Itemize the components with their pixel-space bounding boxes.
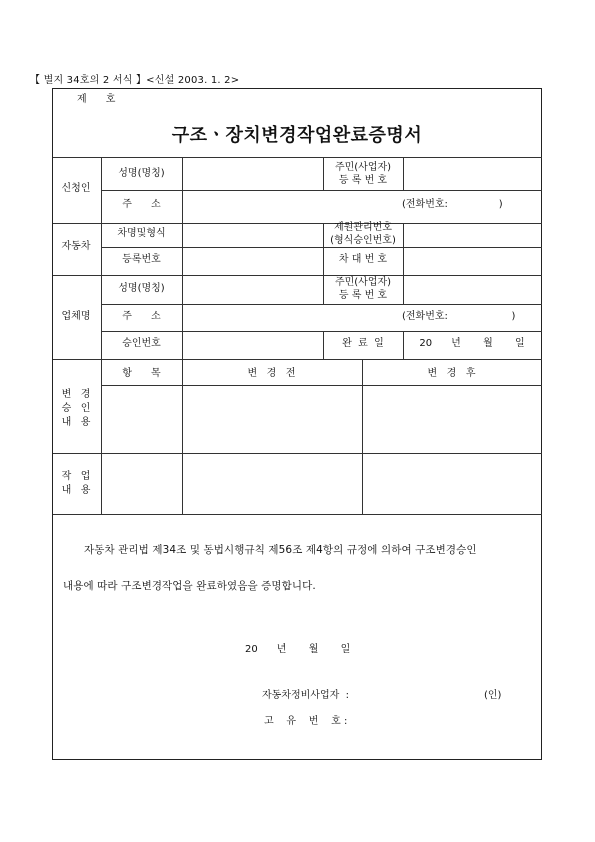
rule bbox=[403, 157, 404, 190]
vehicle-spec-label-2: (형식승인번호) bbox=[330, 235, 396, 246]
rule bbox=[403, 223, 404, 275]
unique-number-label: 고 유 번 호 : bbox=[264, 716, 348, 727]
shop-approval-label: 승인번호 bbox=[122, 338, 161, 349]
form-header: 【 별지 34호의 2 서식 】<신설 2003. 1. 2> bbox=[30, 75, 240, 86]
rule-shop-bottom bbox=[53, 359, 542, 360]
change-group-label-2: 승 인 bbox=[61, 403, 91, 414]
operator-label: 자동차정비사업자 : bbox=[262, 690, 350, 701]
sign-date: 20 년 월 일 bbox=[245, 644, 351, 655]
page-title: 구조ㆍ장치변경작업완료증명서 bbox=[171, 125, 423, 146]
rule-before-after bbox=[362, 359, 363, 514]
shop-id-label-1: 주민(사업자) bbox=[334, 277, 392, 288]
rule bbox=[101, 247, 542, 248]
applicant-id-label-2: 등 록 번 호 bbox=[338, 175, 388, 186]
rule-vehicle-bottom bbox=[53, 275, 542, 276]
statement-line-1: 자동차 관리법 제34조 및 동법시행규칙 제56조 제4항의 규정에 의하여 구조변경승인 bbox=[84, 544, 477, 556]
applicant-name-label: 성명(명칭) bbox=[118, 168, 165, 179]
change-after-label: 변 경 후 bbox=[427, 368, 476, 379]
rule bbox=[101, 331, 542, 332]
change-group-label-3: 내 용 bbox=[61, 417, 91, 428]
change-item-label: 항 목 bbox=[122, 368, 161, 379]
applicant-address-label: 주 소 bbox=[122, 199, 161, 210]
shop-name-label: 성명(명칭) bbox=[118, 283, 165, 294]
shop-phone-label: (전화번호: ) bbox=[402, 311, 516, 322]
form-frame bbox=[52, 88, 542, 760]
change-group-label-1: 변 경 bbox=[61, 389, 91, 400]
vehicle-reg-label: 등록번호 bbox=[122, 254, 161, 265]
vehicle-model-label: 차명및형식 bbox=[117, 228, 166, 239]
rule bbox=[101, 304, 542, 305]
vehicle-group-label: 자동차 bbox=[61, 241, 91, 252]
work-group-label-1: 작 업 bbox=[61, 471, 91, 482]
rule-work-bottom bbox=[53, 514, 542, 515]
rule-applicant-bottom bbox=[53, 223, 542, 224]
statement-line-2: 내용에 따라 구조변경작업을 완료하였음을 증명합니다. bbox=[63, 580, 316, 592]
shop-id-label-2: 등 록 번 호 bbox=[338, 290, 388, 301]
rule bbox=[101, 190, 542, 191]
applicant-id-label-1: 주민(사업자) bbox=[334, 162, 392, 173]
seal-mark: (인) bbox=[484, 690, 502, 701]
vehicle-chassis-label: 차 대 번 호 bbox=[338, 254, 388, 265]
doc-number-label: 제 호 bbox=[77, 94, 116, 105]
shop-address-label: 주 소 bbox=[122, 311, 161, 322]
change-before-label: 변 경 전 bbox=[247, 368, 296, 379]
shop-group-label: 업체명 bbox=[61, 311, 91, 322]
work-group-label-2: 내 용 bbox=[61, 485, 91, 496]
applicant-phone-label: (전화번호: ) bbox=[402, 199, 503, 210]
applicant-group-label: 신청인 bbox=[61, 183, 91, 194]
shop-done-date-value: 20 년 월 일 bbox=[419, 338, 525, 349]
vehicle-spec-label-1: 제원관리번호 bbox=[334, 222, 392, 233]
rule-change-bottom bbox=[53, 453, 542, 454]
rule-label-col bbox=[182, 157, 183, 514]
rule bbox=[403, 275, 404, 304]
shop-done-date-label: 완 료 일 bbox=[342, 338, 384, 349]
rule-title-bottom bbox=[53, 157, 542, 158]
rule bbox=[101, 385, 542, 386]
